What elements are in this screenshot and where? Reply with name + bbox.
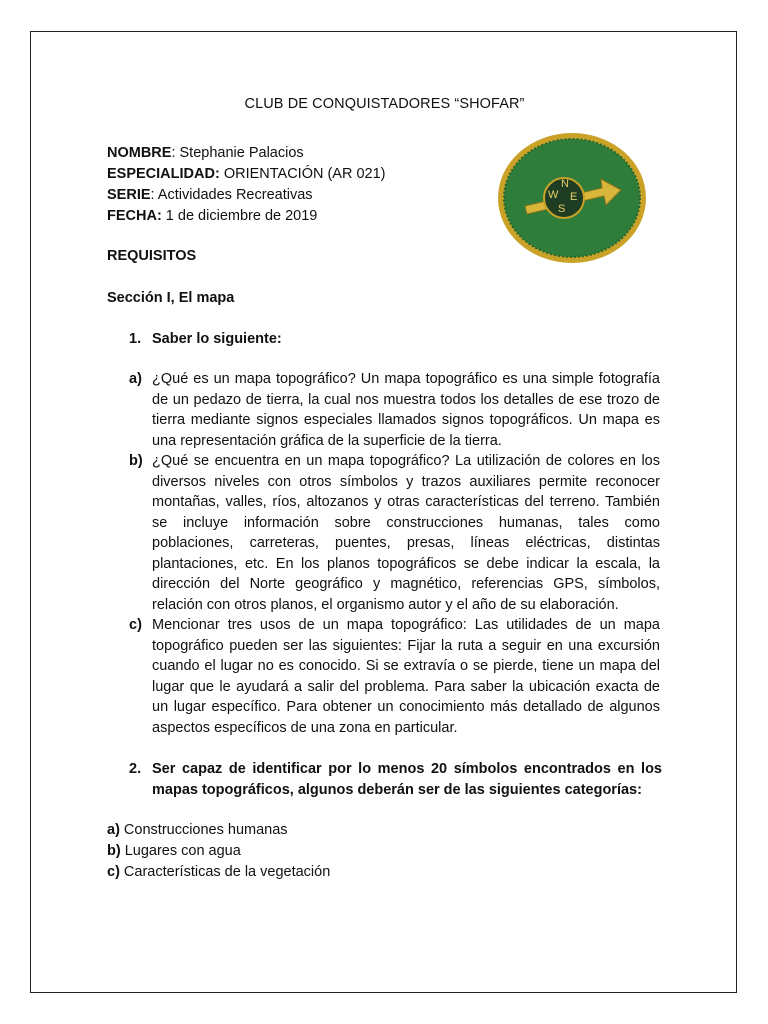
item-label: b) bbox=[129, 453, 143, 469]
field-label: SERIE bbox=[107, 187, 151, 203]
field-label: NOMBRE bbox=[107, 145, 172, 161]
field-value: : Actividades Recreativas bbox=[150, 187, 313, 203]
field-label: FECHA: bbox=[107, 208, 162, 224]
section-heading: Sección I, El mapa bbox=[107, 290, 235, 306]
category-label: a) bbox=[107, 822, 120, 838]
category-text: Características de la vegetación bbox=[119, 864, 331, 880]
category-text: Lugares con agua bbox=[120, 843, 241, 859]
category-a bbox=[107, 822, 288, 838]
compass-arrow-badge-icon bbox=[497, 132, 647, 264]
category-label: b) bbox=[107, 843, 121, 859]
item-label: c) bbox=[129, 617, 142, 633]
item-text: ¿Qué es un mapa topográfico? Un mapa topográfico es una simple fotografía de un pedazo de tierra, la cual nos muestra todos los detalles de ese trozo de tierra mediante signos especiales llamados signos topográficos. Un mapa es una representación gráfica de la superficie de la tierra. bbox=[152, 371, 660, 449]
field-value: ORIENTACIÓN (AR 021) bbox=[219, 166, 386, 182]
question-number: 2. bbox=[129, 761, 142, 777]
field-nombre bbox=[107, 145, 304, 161]
badge-letter-s: S bbox=[558, 203, 566, 215]
requisitos-heading: REQUISITOS bbox=[107, 248, 197, 264]
question-text: Saber lo siguiente: bbox=[152, 331, 282, 347]
field-value: 1 de diciembre de 2019 bbox=[161, 208, 318, 224]
badge-letter-n: N bbox=[561, 178, 569, 190]
field-especialidad bbox=[107, 166, 386, 182]
field-fecha bbox=[107, 208, 317, 224]
badge-letter-w: W bbox=[548, 189, 559, 201]
category-label: c) bbox=[107, 864, 120, 880]
badge-letter-e: E bbox=[570, 191, 578, 203]
item-text: Mencionar tres usos de un mapa topográfico: Las utilidades de un mapa topográfico pueden ser las siguientes: Fijar la ruta a seguir en una excursión cuando el lugar no es conocido. Si se extravía o se pierde, tiene un mapa del lugar que le ayudará a salir del problema. Para saber la ubicación exacta de un lugar específico. Para obtener un conocimiento más detallado de algunos aspectos específicos de una zona en particular. bbox=[152, 617, 660, 736]
question-text: Ser capaz de identificar por lo menos 20 símbolos encontrados en los mapas topográficos, algunos deberán ser de las siguientes categorías: bbox=[152, 761, 662, 798]
field-value: : Stephanie Palacios bbox=[171, 145, 304, 161]
category-b bbox=[107, 843, 241, 859]
category-text: Construcciones humanas bbox=[119, 822, 288, 838]
field-serie bbox=[107, 187, 313, 203]
item-text: ¿Qué se encuentra en un mapa topográfico? La utilización de colores en los diversos niveles con otros símbolos y trazos auxiliares permite reconocer montañas, valles, ríos, altozanos y otras características del terreno. También se incluye información sobre construcciones humanas, tales como poblaciones, carreteras, puentes, presas, líneas eléctricas, distintas plantaciones, etc. En los planos topográficos se debe indicar la escala, la dirección del Norte geográfico y magnético, referencias GPS, símbolos, relación con otros planos, el organismo autor y el año de su elaboración. bbox=[152, 453, 660, 613]
item-label: a) bbox=[129, 371, 142, 387]
category-c bbox=[107, 864, 330, 880]
document-title: CLUB DE CONQUISTADORES “SHOFAR” bbox=[244, 96, 525, 112]
question-number: 1. bbox=[129, 331, 142, 347]
field-label: ESPECIALIDAD: bbox=[107, 166, 220, 182]
document-page bbox=[30, 31, 737, 993]
